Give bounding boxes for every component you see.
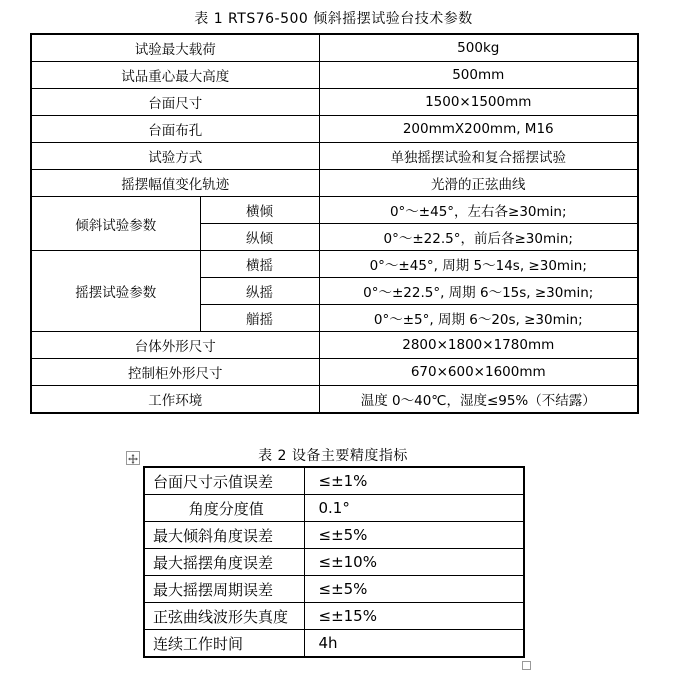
row-value: 500kg [319,34,638,62]
row-value: 200mmX200mm, M16 [319,116,638,143]
table1-technical-parameters [30,33,639,414]
table-row [31,197,638,224]
row-label: 连续工作时间 [144,630,304,658]
table-row [31,143,638,170]
table-row [31,62,638,89]
table-row [144,549,524,576]
row-label: 台体外形尺寸 [31,332,319,359]
sub-label: 纵摇 [200,278,319,305]
row-label: 试验最大载荷 [31,34,319,62]
table1-title: 表 1 RTS76-500 倾斜摇摆试验台技术参数 [194,11,473,27]
table-row [31,34,638,62]
row-label: 试验方式 [31,143,319,170]
row-value: 0°～±22.5°，前后各≥30min; [319,224,638,251]
row-value: ≤±15% [304,603,524,630]
row-label: 最大倾斜角度误差 [144,522,304,549]
table-row [144,522,524,549]
row-value: 1500×1500mm [319,89,638,116]
table-move-handle[interactable] [126,451,140,465]
table-row [31,332,638,359]
table-row [31,386,638,414]
row-label: 台面尺寸 [31,89,319,116]
table-row [144,603,524,630]
row-label: 最大摇摆周期误差 [144,576,304,603]
group-label-tilt-test: 倾斜试验参数 [31,197,200,251]
row-label: 摇摆幅值变化轨迹 [31,170,319,197]
table2-title: 表 2 设备主要精度指标 [258,448,408,464]
row-value: ≤±10% [304,549,524,576]
row-value: ≤±5% [304,522,524,549]
sub-label: 横摇 [200,251,319,278]
row-value: 0°～±22.5°, 周期 6～15s, ≥30min; [319,278,638,305]
table-row [144,495,524,522]
row-label: 角度分度值 [144,495,304,522]
row-label: 台面尺寸示值误差 [144,467,304,495]
row-label: 工作环境 [31,386,319,414]
row-value: ≤±5% [304,576,524,603]
row-value: 500mm [319,62,638,89]
row-value: 单独摇摆试验和复合摇摆试验 [319,143,638,170]
sub-label: 横倾 [200,197,319,224]
row-value: 0°～±45°, 周期 5～14s, ≥30min; [319,251,638,278]
row-label: 最大摇摆角度误差 [144,549,304,576]
move-cross-icon [128,449,138,468]
row-value: 温度 0～40℃，湿度≤95%（不结露） [319,386,638,414]
table-row [31,116,638,143]
table-row [144,467,524,495]
table-resize-handle[interactable] [522,661,531,670]
table-row [31,89,638,116]
row-value: 2800×1800×1780mm [319,332,638,359]
row-value: 670×600×1600mm [319,359,638,386]
table-row [31,170,638,197]
table-row [144,576,524,603]
row-label: 试品重心最大高度 [31,62,319,89]
row-label: 台面布孔 [31,116,319,143]
table-row [31,359,638,386]
table-row [31,251,638,278]
row-value: 0°～±5°, 周期 6～20s, ≥30min; [319,305,638,332]
row-value: 4h [304,630,524,658]
row-label: 正弦曲线波形失真度 [144,603,304,630]
table-row [144,630,524,658]
row-value: 0°～±45°，左右各≥30min; [319,197,638,224]
row-label: 控制柜外形尺寸 [31,359,319,386]
sub-label: 纵倾 [200,224,319,251]
row-value: 0.1° [304,495,524,522]
sub-label: 艏摇 [200,305,319,332]
row-value: ≤±1% [304,467,524,495]
group-label-sway-test: 摇摆试验参数 [31,251,200,332]
table2-precision-indicators [143,466,525,658]
row-value: 光滑的正弦曲线 [319,170,638,197]
